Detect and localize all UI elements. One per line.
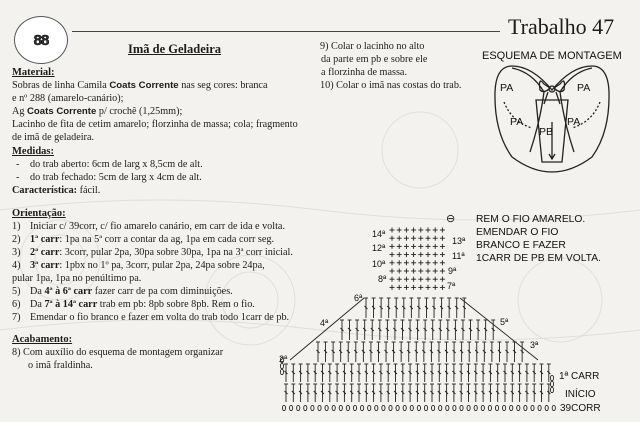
inicio-label: INÍCIO [565,389,596,400]
orientacao-step: 7) Emendar o fio branco e fazer em volta do trab todo 1carr de pb. [12,312,290,323]
orientacao-heading: Orientação: [12,208,66,219]
material-item: Sobras de linha Camila Coats Corrente nas seg cores: branca [12,80,268,91]
chain-stitch-symbol [552,405,555,410]
material-item: Ag Coats Corrente p/ crochê (1,25mm); [12,106,183,117]
row-label: 2ª [279,354,288,364]
chain-stitch-symbol [311,405,314,410]
chain-stitch-symbol [332,405,335,410]
row-label: 10ª [372,259,386,269]
material-heading: Material: [12,67,55,78]
chain-stitch-symbol [538,405,541,410]
orientacao-step: 2) 1ª carr: 1pa na 5ª corr a contar da ag, 1pa em cada corr seg. [12,234,275,245]
chain-stitch-symbol [389,405,392,410]
row-label: 8ª [378,274,387,284]
chain-stitch-symbol [375,405,378,410]
row-label: 5ª [500,317,509,327]
row-label: 13ª [452,236,466,246]
esquema-title: ESQUEMA DE MONTAGEM [482,50,622,62]
orientacao-step: 5) Da 4ª à 6ª carr fazer carr de pa com diminuições. [12,286,233,297]
chain-stitch-symbol [382,405,385,410]
chain-stitch-symbol [439,405,442,410]
step-9-cont: da parte em pb e sobre ele [321,54,428,65]
orientacao-step: 4) 3ª carr: 1pbx no 1º pa, 3corr, pular 2pa, 24pa sobre 24pa, [12,260,265,271]
medidas-item: - do trab fechado: 5cm de larg x 4cm de alt. [16,172,202,183]
chain-stitch-symbol [417,405,420,410]
row-label: 12ª [372,243,386,253]
chain-stitch-symbol [396,405,399,410]
chain-stitch-symbol [368,405,371,410]
orientacao-step: 3) 2ª carr: 3corr, pular 2pa, 30pa sobre 30pa, 1pa na 3ª corr inicial. [12,247,293,258]
chain-stitch-symbol [503,405,506,410]
chain-stitch-symbol [282,405,285,410]
step-10: 10) Colar o imã nas costas do trab. [320,80,462,91]
header-rule [72,31,500,32]
caracteristica-value: fácil. [77,185,101,196]
chain-stitch-symbol [510,405,513,410]
step-9: 9) Colar o lacinho no alto [320,41,425,52]
chain-stitch-symbol [280,369,283,374]
chain-count-label: 39CORR [560,403,601,414]
row-label: 7ª [447,281,456,291]
chain-stitch-symbol [325,405,328,410]
acabamento-line: o imã fraldinha. [28,360,93,371]
chain-stitch-symbol [410,405,413,410]
chain-stitch-symbol [353,405,356,410]
material-item: Lacinho de fita de cetim amarelo; florzinha de massa; cola; fragmento [12,119,298,130]
chain-stitch-symbol [481,405,484,410]
chain-stitch-symbol [280,363,283,368]
chain-stitch-symbol [453,405,456,410]
orientacao-step: 1) Iniciar c/ 39corr, c/ fio amarelo canário, em carr de ida e volta. [12,221,285,232]
chain-stitch-symbol [531,405,534,410]
page-number: 88 [33,31,49,49]
orientacao-step: pular 1pa, 1pa no penúltimo pa. [12,273,142,284]
chain-stitch-symbol [403,405,406,410]
row-label: 6ª [354,293,363,303]
chain-stitch-symbol [339,405,342,410]
chain-stitch-symbol [361,405,364,410]
chain-stitch-symbol [460,405,463,410]
medidas-heading: Medidas: [12,146,54,157]
chain-stitch-symbol [304,405,307,410]
chain-stitch-symbol [424,405,427,410]
chain-stitch-symbol [524,405,527,410]
acabamento-heading: Acabamento: [12,334,73,345]
chain-stitch-symbol [545,405,548,410]
diagram-note: REM O FIO AMARELO. EMENDAR O FIO BRANCO E FAZER 1CARR DE PB EM VOLTA. [476,214,601,264]
chain-stitch-symbol [446,405,449,410]
chain-stitch-symbol [467,405,470,410]
chain-stitch-symbol [495,405,498,410]
row-label: 4ª [320,318,329,328]
chart-edge [290,298,364,360]
acabamento-line: 8) Com auxílio do esquema de montagem organizar [12,347,224,358]
first-row-label: 1ª CARR [559,371,600,382]
esquema-label-pa: PA [500,82,514,94]
page-number-badge [14,16,68,64]
caracteristica [12,184,322,197]
row-label: 14ª [372,229,386,239]
end-symbol-icon: ⊖ [446,213,456,225]
material-item: de imã de geladeira. [12,132,95,143]
chain-stitch-symbol [297,405,300,410]
row-label: 9ª [448,266,457,276]
medidas-item: - do trab aberto: 6cm de larg x 8,5cm de alt. [16,159,203,170]
chain-stitch-symbol [550,387,553,392]
chain-stitch-symbol [550,381,553,386]
right-steps [320,40,461,92]
row-label: 11ª [452,251,465,261]
orientacao-step: 6) Da 7ª à 14ª carr trab em pb: 8pb sobre 8pb. Rem o fio. [12,299,255,310]
esquema-label-pa: PA [577,82,591,94]
material-item: e nº 288 (amarelo-canário); [12,93,124,104]
chain-stitch-symbol [550,375,553,380]
chain-stitch-symbol [346,405,349,410]
step-9-cont: a florzinha de massa. [321,67,407,78]
chain-stitch-symbol [474,405,477,410]
esquema-label-pb: PB [539,126,554,138]
chain-stitch-symbol [290,405,293,410]
document-title: Imã de Geladeira [128,42,222,56]
esquema-label-pa: PA [567,116,581,128]
chain-stitch-symbol [517,405,520,410]
esquema-label-pa: PA [510,116,524,128]
chain-stitch-symbol [432,405,435,410]
page-title: Trabalho 47 [508,14,615,39]
chain-stitch-symbol [318,405,321,410]
chain-stitch-symbol [488,405,491,410]
row-label: 3ª [530,340,539,350]
material-list [12,79,322,144]
caracteristica-label: Característica: [12,185,78,196]
